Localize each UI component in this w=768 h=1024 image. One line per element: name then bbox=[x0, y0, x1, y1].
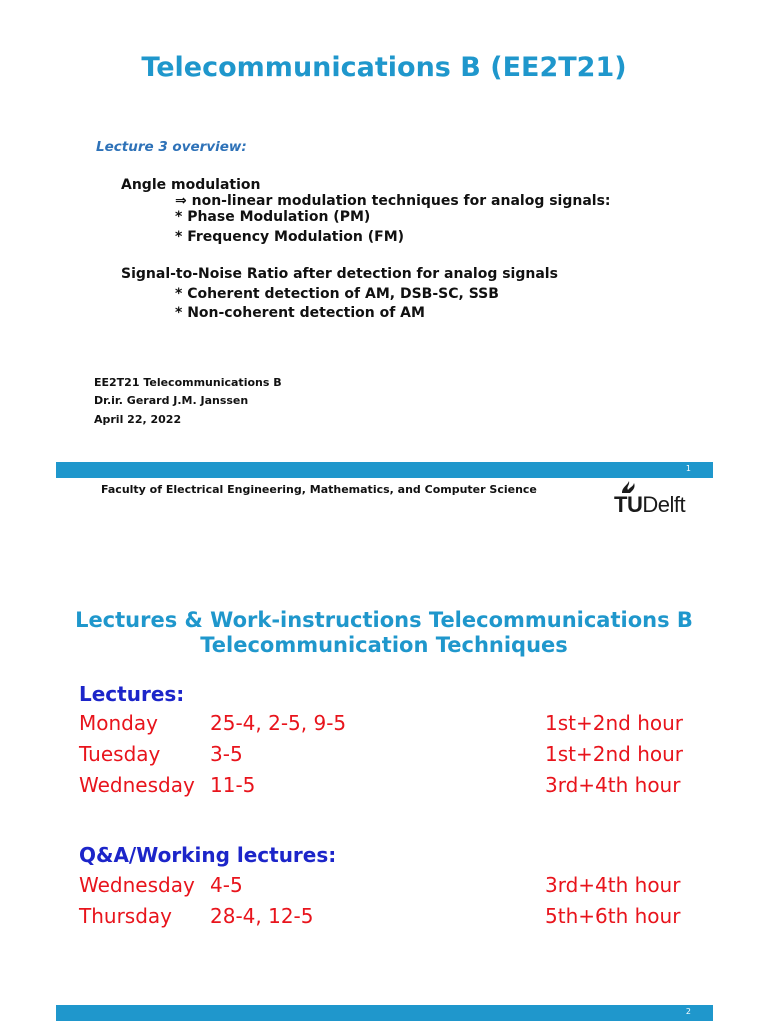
schedule-time: 3rd+4th hour bbox=[545, 773, 681, 797]
schedule-time: 5th+6th hour bbox=[545, 904, 681, 928]
overview-line: Angle modulation bbox=[121, 177, 261, 193]
schedule-day: Tuesday bbox=[79, 742, 161, 766]
schedule-title bbox=[0, 608, 768, 658]
schedule-time: 1st+2nd hour bbox=[545, 711, 684, 735]
overview-line: * Frequency Modulation (FM) bbox=[175, 229, 405, 245]
footer-bar bbox=[56, 462, 713, 478]
overview-heading: Lecture 3 overview: bbox=[96, 139, 247, 155]
logo-wordmark: TUDelft bbox=[614, 492, 686, 517]
schedule-dates: 11-5 bbox=[210, 773, 256, 797]
schedule-row bbox=[79, 773, 739, 801]
faculty-name: Faculty of Electrical Engineering, Mathematics, and Computer Science bbox=[101, 483, 537, 496]
schedule-time: 1st+2nd hour bbox=[545, 742, 684, 766]
overview-line: * Phase Modulation (PM) bbox=[175, 209, 371, 225]
lecture-date: April 22, 2022 bbox=[94, 413, 182, 426]
slide-title: Telecommunications B (EE2T21) bbox=[141, 52, 627, 83]
overview-line: * Non-coherent detection of AM bbox=[175, 305, 425, 321]
schedule-dates: 28-4, 12-5 bbox=[210, 904, 314, 928]
schedule-row bbox=[79, 711, 739, 739]
page-number: 2 bbox=[685, 1007, 691, 1016]
slide-2 bbox=[0, 560, 768, 1024]
schedule-day: Thursday bbox=[79, 904, 172, 928]
tu-delft-logo bbox=[612, 480, 708, 518]
schedule-day: Monday bbox=[79, 711, 158, 735]
footer-bar bbox=[56, 1005, 713, 1021]
schedule-dates: 25-4, 2-5, 9-5 bbox=[210, 711, 347, 735]
page-number: 1 bbox=[685, 464, 691, 473]
schedule-time: 3rd+4th hour bbox=[545, 873, 681, 897]
schedule-row bbox=[79, 904, 739, 932]
schedule-dates: 3-5 bbox=[210, 742, 243, 766]
qa-heading: Q&A/Working lectures: bbox=[79, 843, 337, 867]
schedule-row bbox=[79, 742, 739, 770]
lectures-heading: Lectures: bbox=[79, 682, 185, 706]
schedule-day: Wednesday bbox=[79, 773, 195, 797]
schedule-dates: 4-5 bbox=[210, 873, 243, 897]
overview-line: ⇒ non-linear modulation techniques for analog signals: bbox=[175, 193, 611, 209]
schedule-row bbox=[79, 873, 739, 901]
author-name: Dr.ir. Gerard J.M. Janssen bbox=[94, 394, 249, 407]
schedule-title-line: Telecommunication Techniques bbox=[200, 633, 568, 657]
schedule-day: Wednesday bbox=[79, 873, 195, 897]
overview-line: Signal-to-Noise Ratio after detection for analog signals bbox=[121, 266, 558, 282]
course-code: EE2T21 Telecommunications B bbox=[94, 376, 282, 389]
schedule-title-line: Lectures & Work-instructions Telecommunications B bbox=[75, 608, 693, 632]
overview-line: * Coherent detection of AM, DSB-SC, SSB bbox=[175, 286, 499, 302]
